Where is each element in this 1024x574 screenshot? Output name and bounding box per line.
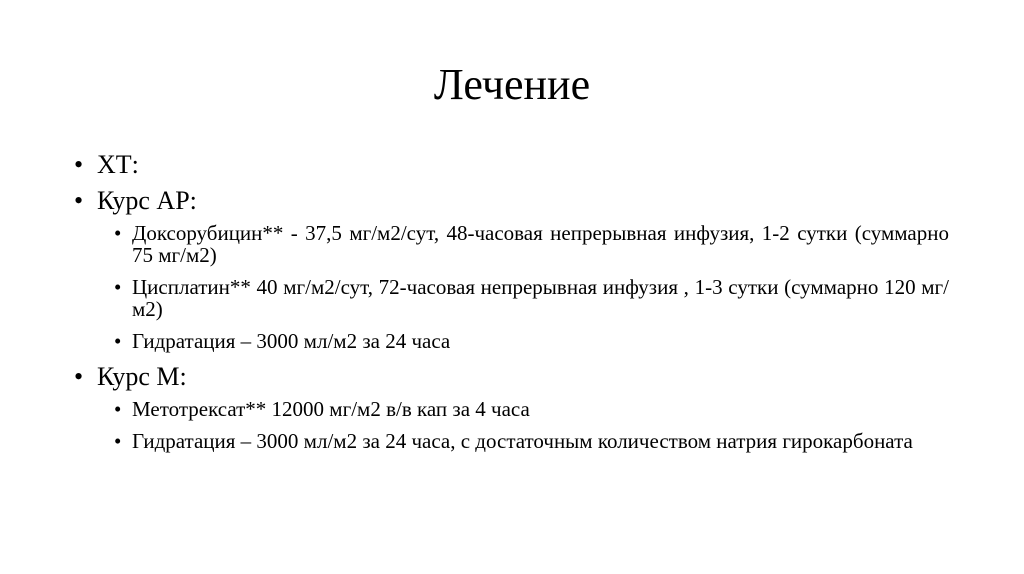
bullet-item-course-ap: • Курс AP: xyxy=(74,186,949,216)
sub-bullet-hydration-m: • Гидратация – 3000 мл/м2 за 24 часа, с достаточным количеством натрия гирокарбоната xyxy=(114,430,949,452)
slide-title: Лечение xyxy=(433,60,591,109)
sub-list-course-m xyxy=(74,398,949,452)
sub-bullet-doxorubicin: • Доксорубицин** - 37,5 мг/м2/сут, 48-часовая непрерывная инфузия, 1-2 сутки (суммарно 75 мг/м2) xyxy=(114,222,949,266)
sub-bullet-hydration-ap: • Гидратация – 3000 мл/м2 за 24 часа xyxy=(114,330,949,352)
sub-bullet-cisplatin: • Цисплатин** 40 мг/м2/сут, 72-часовая непрерывная инфузия , 1-3 сутки (суммарно 120 мг/м2) xyxy=(114,276,949,320)
bullet-item-xt: • ХТ: xyxy=(74,150,949,180)
sub-list-course-ap xyxy=(74,222,949,352)
bullet-list xyxy=(74,150,949,462)
sub-bullet-methotrexate: • Метотрексат** 12000 мг/м2 в/в кап за 4 часа xyxy=(114,398,949,420)
bullet-item-course-m: • Курс M: xyxy=(74,362,949,392)
